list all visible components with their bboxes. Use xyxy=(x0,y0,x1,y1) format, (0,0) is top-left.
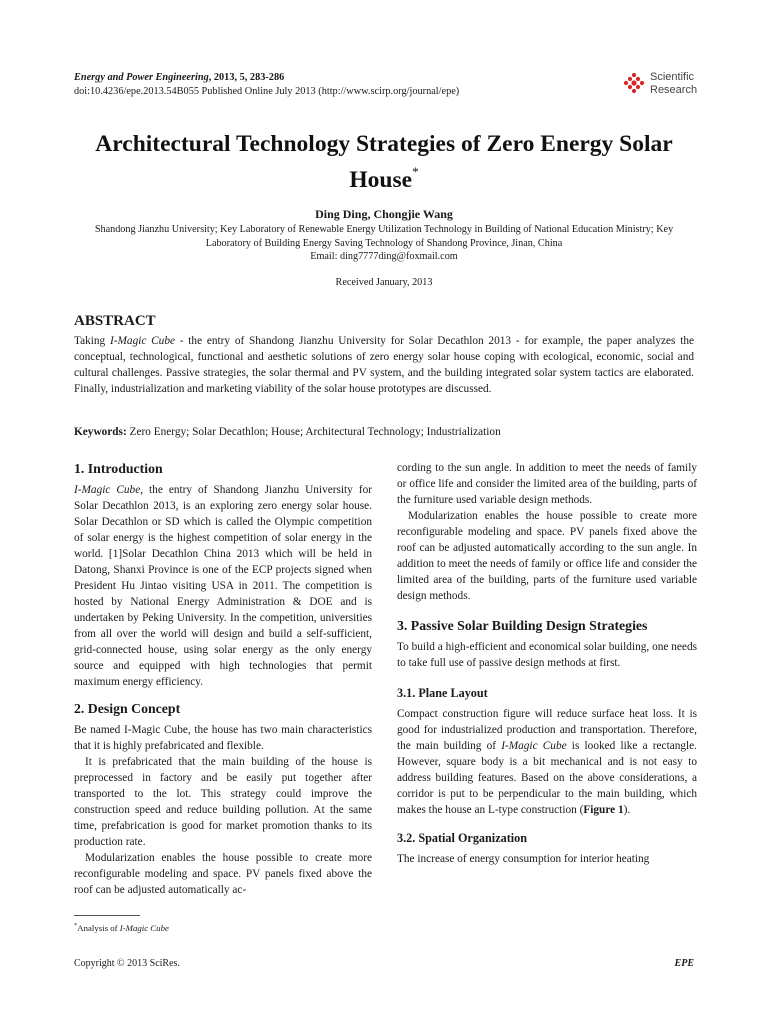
journal-abbreviation: EPE xyxy=(674,958,694,969)
intro-body: the entry of Shandong Jianzhu University for Solar Decathlon 2013, is an exploring zero energy solar house. Solar Decathlon or SD which is called the Olympic competition of solar energy is the highest competition of solar energy in the world. [1]Solar Decathlon China 2013 which will be held in Datong, Shanxi Province is one of the ECP projects signed when President Hu Jintao visiting USA in 2011. The competition is hosted by National Energy Administration & DOE and is undertaken by Peking University. In the competition, universities from all over the world will design and build a self-sufficient, grid-connected house, using solar energy as the only energy source and equipped with high technologies that permit maximum energy efficiency. xyxy=(74,484,372,688)
abstract-lead: Taking xyxy=(74,335,110,347)
title-footnote-mark: * xyxy=(412,164,419,179)
publisher-logo xyxy=(622,71,712,99)
affiliation-text: Shandong Jianzhu University; Key Laboratory of Renewable Energy Utilization Technology in Building of National Education Ministry; Key Laboratory of Building Energy Saving Technology of Shandong Province, Jinan, China xyxy=(94,224,674,249)
abstract-text xyxy=(74,333,694,397)
author-email: Email: ding7777ding@foxmail.com xyxy=(310,251,458,262)
left-column xyxy=(74,460,372,898)
logo-dot xyxy=(632,73,636,77)
affiliation-block xyxy=(74,223,694,264)
paper-title-text: Architectural Technology Strategies of Zero Energy Solar House xyxy=(95,131,673,193)
design-paragraph-1: Be named I-Magic Cube, the house has two main characteristics that it is highly prefabricated and flexible. xyxy=(74,724,372,752)
publisher-name-line2: Research xyxy=(650,84,698,96)
keywords-list: Zero Energy; Solar Decathlon; House; Architectural Technology; Industrialization xyxy=(126,426,501,438)
abstract-project-name: I-Magic Cube xyxy=(109,335,175,347)
design-paragraph-4: Modularization enables the house possible to create more reconfigurable modeling and space. PV panels fixed above the roof can be adjusted automatically according to the sun angle. In addition to meet the needs of family or office life and consider the limited area of the building, parts of the furniture used variable design methods. xyxy=(397,510,697,602)
logo-dot xyxy=(636,85,640,89)
intro-paragraph xyxy=(74,482,372,690)
abstract-heading: ABSTRACT xyxy=(74,313,156,329)
section-heading-passive-strategies: 3. Passive Solar Building Design Strategies xyxy=(397,618,648,633)
paper-title xyxy=(60,130,708,195)
plane-layout-project-name: I-Magic Cube xyxy=(501,740,567,752)
design-paragraph-3-continued: cording to the sun angle. In addition to meet the needs of family or office life and consider the limited area of the building, parts of the furniture used variable design methods. xyxy=(397,462,697,506)
author-list: Ding Ding, Chongjie Wang xyxy=(315,207,453,221)
logo-dot xyxy=(628,77,632,81)
design-paragraph-3: Modularization enables the house possible to create more reconfigurable modeling and space. PV panels fixed above the roof can be adjusted automatically ac- xyxy=(74,852,372,896)
keywords xyxy=(74,424,694,440)
doi-line: doi:10.4236/epe.2013.54B055 Published Online July 2013 (http://www.scirp.org/journal/epe) xyxy=(74,86,460,97)
right-column xyxy=(397,460,697,867)
keywords-label: Keywords: xyxy=(74,426,127,438)
publisher-name xyxy=(650,71,697,97)
plane-layout-text-b: is looked like a rectangle. However, square body is a bit mechanical and is not easy to address building features. Based on the above considerations, a corridor is put to be perpendicular to the main building, which makes the house an L-type construction ( xyxy=(397,740,697,816)
subsection-heading-plane-layout: 3.1. Plane Layout xyxy=(397,686,488,700)
footnote-project-name: I-Magic Cube xyxy=(119,922,169,933)
plane-layout-text-c: ). xyxy=(623,804,631,816)
passive-paragraph: To build a high-efficient and economical solar building, one needs to take full use of passive design methods at first. xyxy=(397,641,697,669)
logo-dot xyxy=(640,81,644,85)
plane-layout-paragraph xyxy=(397,706,697,818)
footnote-divider xyxy=(74,915,140,916)
intro-project-name: I-Magic Cube, xyxy=(74,484,144,496)
subsection-heading-spatial-organization: 3.2. Spatial Organization xyxy=(397,831,528,845)
journal-citation xyxy=(74,71,284,85)
scientific-research-logo-icon xyxy=(622,72,646,96)
design-paragraph-2: It is prefabricated that the main building of the house is preprocessed in factory and be easily put together after transported to the lot. This strategy could improve the construction speed and reduce building pollution. At the same time, prefabrication is good for market promotion thanks to its production rate. xyxy=(74,756,372,848)
plane-layout-text-a: Compact construction figure will reduce surface heat loss. It is good for industrialized production and transportation. Therefore, the main building of xyxy=(397,708,697,752)
footnote-mark: * xyxy=(74,922,78,929)
logo-dot xyxy=(631,80,636,85)
copyright-notice: Copyright © 2013 SciRes. xyxy=(74,958,180,969)
logo-dot xyxy=(624,81,628,85)
logo-dot xyxy=(628,85,632,89)
logo-dot xyxy=(632,89,636,93)
received-date: Received January, 2013 xyxy=(335,277,433,288)
journal-volume-info: , 2013, 5, 283-286 xyxy=(208,72,285,83)
section-heading-design-concept: 2. Design Concept xyxy=(74,701,181,716)
publisher-name-line1: Scientific xyxy=(650,71,695,83)
section-heading-introduction: 1. Introduction xyxy=(74,461,163,476)
logo-dot xyxy=(636,77,640,81)
spatial-organization-paragraph: The increase of energy consumption for interior heating xyxy=(397,853,650,865)
journal-name: Energy and Power Engineering xyxy=(74,72,209,83)
abstract-body: - the entry of Shandong Jianzhu University for Solar Decathlon 2013 - for example, the paper analyzes the conceptual, technological, functional and aesthetic solutions of zero energy solar house coping with ecological, economic, social and cultural challenges. Passive strategies, the solar thermal and PV system, and the building integrated solar system tactics are elaborated. Finally, industrialization and marketing viability of the solar house prototypes are discussed. xyxy=(74,335,694,395)
figure-1-reference: Figure 1 xyxy=(583,804,624,816)
footnote xyxy=(74,920,169,934)
footnote-text: Analysis of xyxy=(77,922,120,933)
